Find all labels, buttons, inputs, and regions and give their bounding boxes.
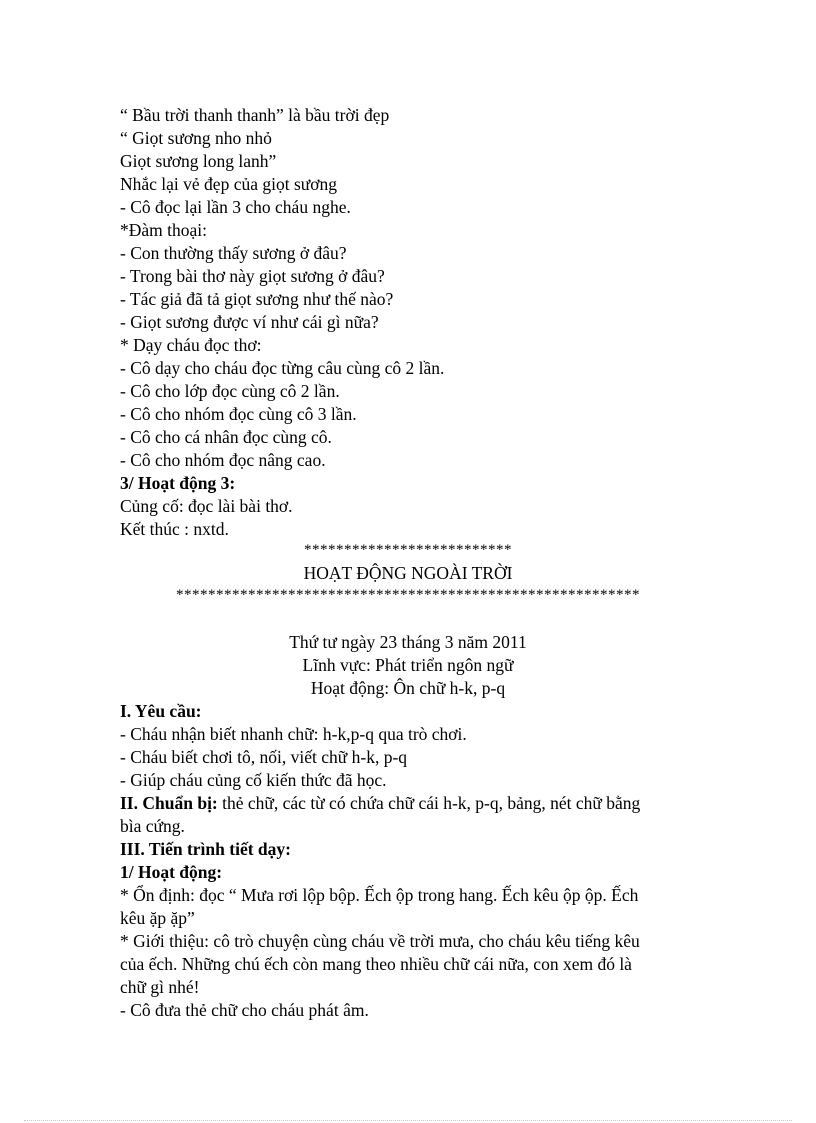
- field-line: Lĩnh vực: Phát triển ngôn ngữ: [302, 655, 514, 675]
- text-line: “ Giọt sương nho nhỏ: [120, 128, 272, 148]
- text-line: bìa cứng.: [120, 816, 185, 836]
- text-line: kêu ặp ặp”: [120, 908, 195, 928]
- text-line: - Cháu nhận biết nhanh chữ: h-k,p-q qua trò chơi.: [120, 724, 467, 744]
- text-line: Nhắc lại vẻ đẹp của giọt sương: [120, 174, 338, 194]
- text-line: - Giọt sương được ví như cái gì nữa?: [120, 312, 379, 332]
- text-line: chữ gì nhé!: [120, 977, 200, 997]
- prep-text: thẻ chữ, các từ có chứa chữ cái h-k, p-q, bảng, nét chữ bằng: [217, 793, 641, 813]
- text-line: - Cô cho cá nhân đọc cùng cô.: [120, 427, 332, 447]
- text-line: Kết thúc : nxtd.: [120, 519, 229, 539]
- footer-divider: [24, 1120, 792, 1121]
- text-line: - Cô đưa thẻ chữ cho cháu phát âm.: [120, 1000, 369, 1020]
- text-line: * Ổn định: đọc “ Mưa rơi lộp bộp. Ếch ộp trong hang. Ếch kêu ộp ộp. Ếch: [120, 885, 639, 905]
- star-divider: **************************: [304, 542, 512, 558]
- section-heading: 1/ Hoạt động:: [120, 862, 223, 882]
- text-line: - Cô dạy cho cháu đọc từng câu cùng cô 2 lần.: [120, 358, 445, 378]
- star-divider: **********************************************************: [176, 587, 640, 603]
- text-line: - Cô cho nhóm đọc cùng cô 3 lần.: [120, 404, 357, 424]
- activity-line: Hoạt động: Ôn chữ h-k, p-q: [310, 678, 506, 698]
- section-heading: III. Tiến trình tiết dạy:: [120, 839, 291, 859]
- text-line: Củng cố: đọc lài bài thơ.: [120, 496, 293, 516]
- section-heading: II. Chuẩn bị:: [120, 793, 218, 813]
- text-line: - Trong bài thơ này giọt sương ở đâu?: [120, 266, 385, 286]
- text-line: - Cô cho lớp đọc cùng cô 2 lần.: [120, 381, 340, 401]
- text-line: - Con thường thấy sương ở đâu?: [120, 243, 347, 263]
- date-line: Thứ tư ngày 23 tháng 3 năm 2011: [289, 632, 527, 652]
- text-line: - Cô đọc lại lần 3 cho cháu nghe.: [120, 197, 351, 217]
- section-heading: 3/ Hoạt động 3:: [120, 473, 236, 493]
- text-line: của ếch. Những chú ếch còn mang theo nhiều chữ cái nữa, con xem đó là: [120, 954, 632, 974]
- text-line: - Tác giả đã tả giọt sương như thế nào?: [120, 289, 394, 309]
- text-line: - Giúp cháu củng cố kiến thức đã học.: [120, 770, 387, 790]
- text-line: Giọt sương long lanh”: [120, 151, 277, 171]
- section-title: HOẠT ĐỘNG NGOÀI TRỜI: [303, 563, 513, 583]
- text-line: “ Bầu trời thanh thanh” là bầu trời đẹp: [120, 105, 390, 125]
- text-line: - Cô cho nhóm đọc nâng cao.: [120, 450, 326, 470]
- text-line: * Giới thiệu: cô trò chuyện cùng cháu về trời mưa, cho cháu kêu tiếng kêu: [120, 931, 640, 951]
- prep-line: [120, 792, 640, 814]
- section-heading: I. Yêu cầu:: [120, 701, 202, 721]
- text-line: *Đàm thoại:: [120, 220, 207, 240]
- text-line: * Dạy cháu đọc thơ:: [120, 335, 262, 355]
- text-line: - Cháu biết chơi tô, nối, viết chữ h-k, p-q: [120, 747, 408, 767]
